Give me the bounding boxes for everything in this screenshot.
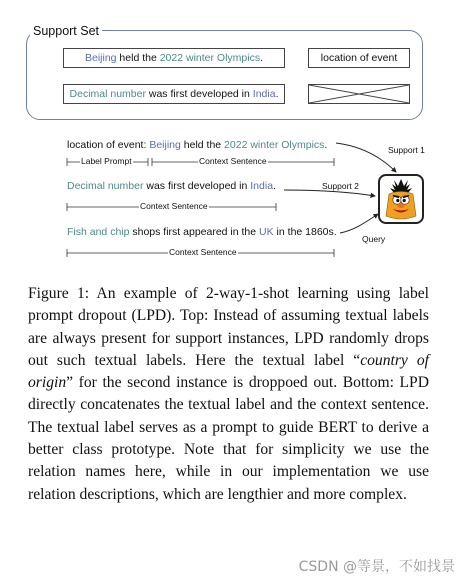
entity-tail: 2022 winter Olympics — [224, 139, 325, 151]
caption-text-cont: ” for the second instance is droppoed out. Bottom: LPD directly concatenates the textual label and the context sentence. The textual label serves as a prompt to guide BERT to derive a better class prototype. Note that for simplicity we use the relation names here, while in our implementation we use relation descriptions, which are lengthier and more complex. — [28, 374, 429, 503]
sentence-text: held the — [116, 52, 160, 64]
sentence-text: shops first appeared in the — [129, 226, 260, 238]
lpd-sentence-2 — [67, 180, 276, 192]
sentence-end: . — [275, 88, 279, 100]
entity-head: Decimal number — [67, 180, 144, 192]
support-2-tag: Support 2 — [322, 181, 359, 191]
sentence-text: held the — [180, 139, 225, 151]
entity-head: Decimal number — [69, 88, 146, 100]
entity-head: Beijing — [84, 52, 117, 64]
sentence-end: . — [260, 52, 264, 64]
entity-tail: UK — [259, 226, 274, 238]
label-prompt-text: location of event: — [67, 139, 150, 151]
entity-tail: 2022 winter Olympics — [159, 52, 261, 64]
context-sentence-span: Context Sentence — [169, 247, 237, 257]
entity-head: Fish and chip — [67, 226, 130, 238]
context-sentence-span: Context Sentence — [140, 201, 208, 211]
entity-tail: India — [252, 88, 276, 100]
sentence-text: was first developed in — [143, 180, 251, 192]
lpd-sentence-1 — [67, 139, 327, 151]
label-prompt-span: Label Prompt — [81, 156, 132, 166]
entity-tail: India — [250, 180, 274, 192]
sentence-text: was first developed in — [145, 88, 253, 100]
caption-text: Figure 1: An example of 2-way-1-shot learning using label prompt dropout (LPD). Top: Instead of assuming textual labels are always present for support instances, LPD randomly drops out such textual labels. Here the textual label “ — [28, 285, 429, 369]
caption-italic: country of origin — [28, 351, 429, 392]
query-tag: Query — [362, 234, 386, 244]
entity-head: Beijing — [149, 139, 181, 151]
bert-icon — [378, 174, 424, 224]
support-1-tag: Support 1 — [388, 145, 425, 155]
context-sentence-span: Context Sentence — [199, 156, 267, 166]
watermark: CSDN @等景，不如找景 — [298, 559, 455, 575]
lpd-sentence-3 — [67, 226, 337, 238]
support-set-title: Support Set — [30, 24, 102, 38]
figure-caption — [28, 283, 429, 506]
sentence-end: . — [273, 180, 276, 192]
support-label-1: location of event — [308, 48, 410, 68]
sentence-end: in the 1860s. — [273, 226, 337, 238]
sentence-end: . — [324, 139, 328, 151]
